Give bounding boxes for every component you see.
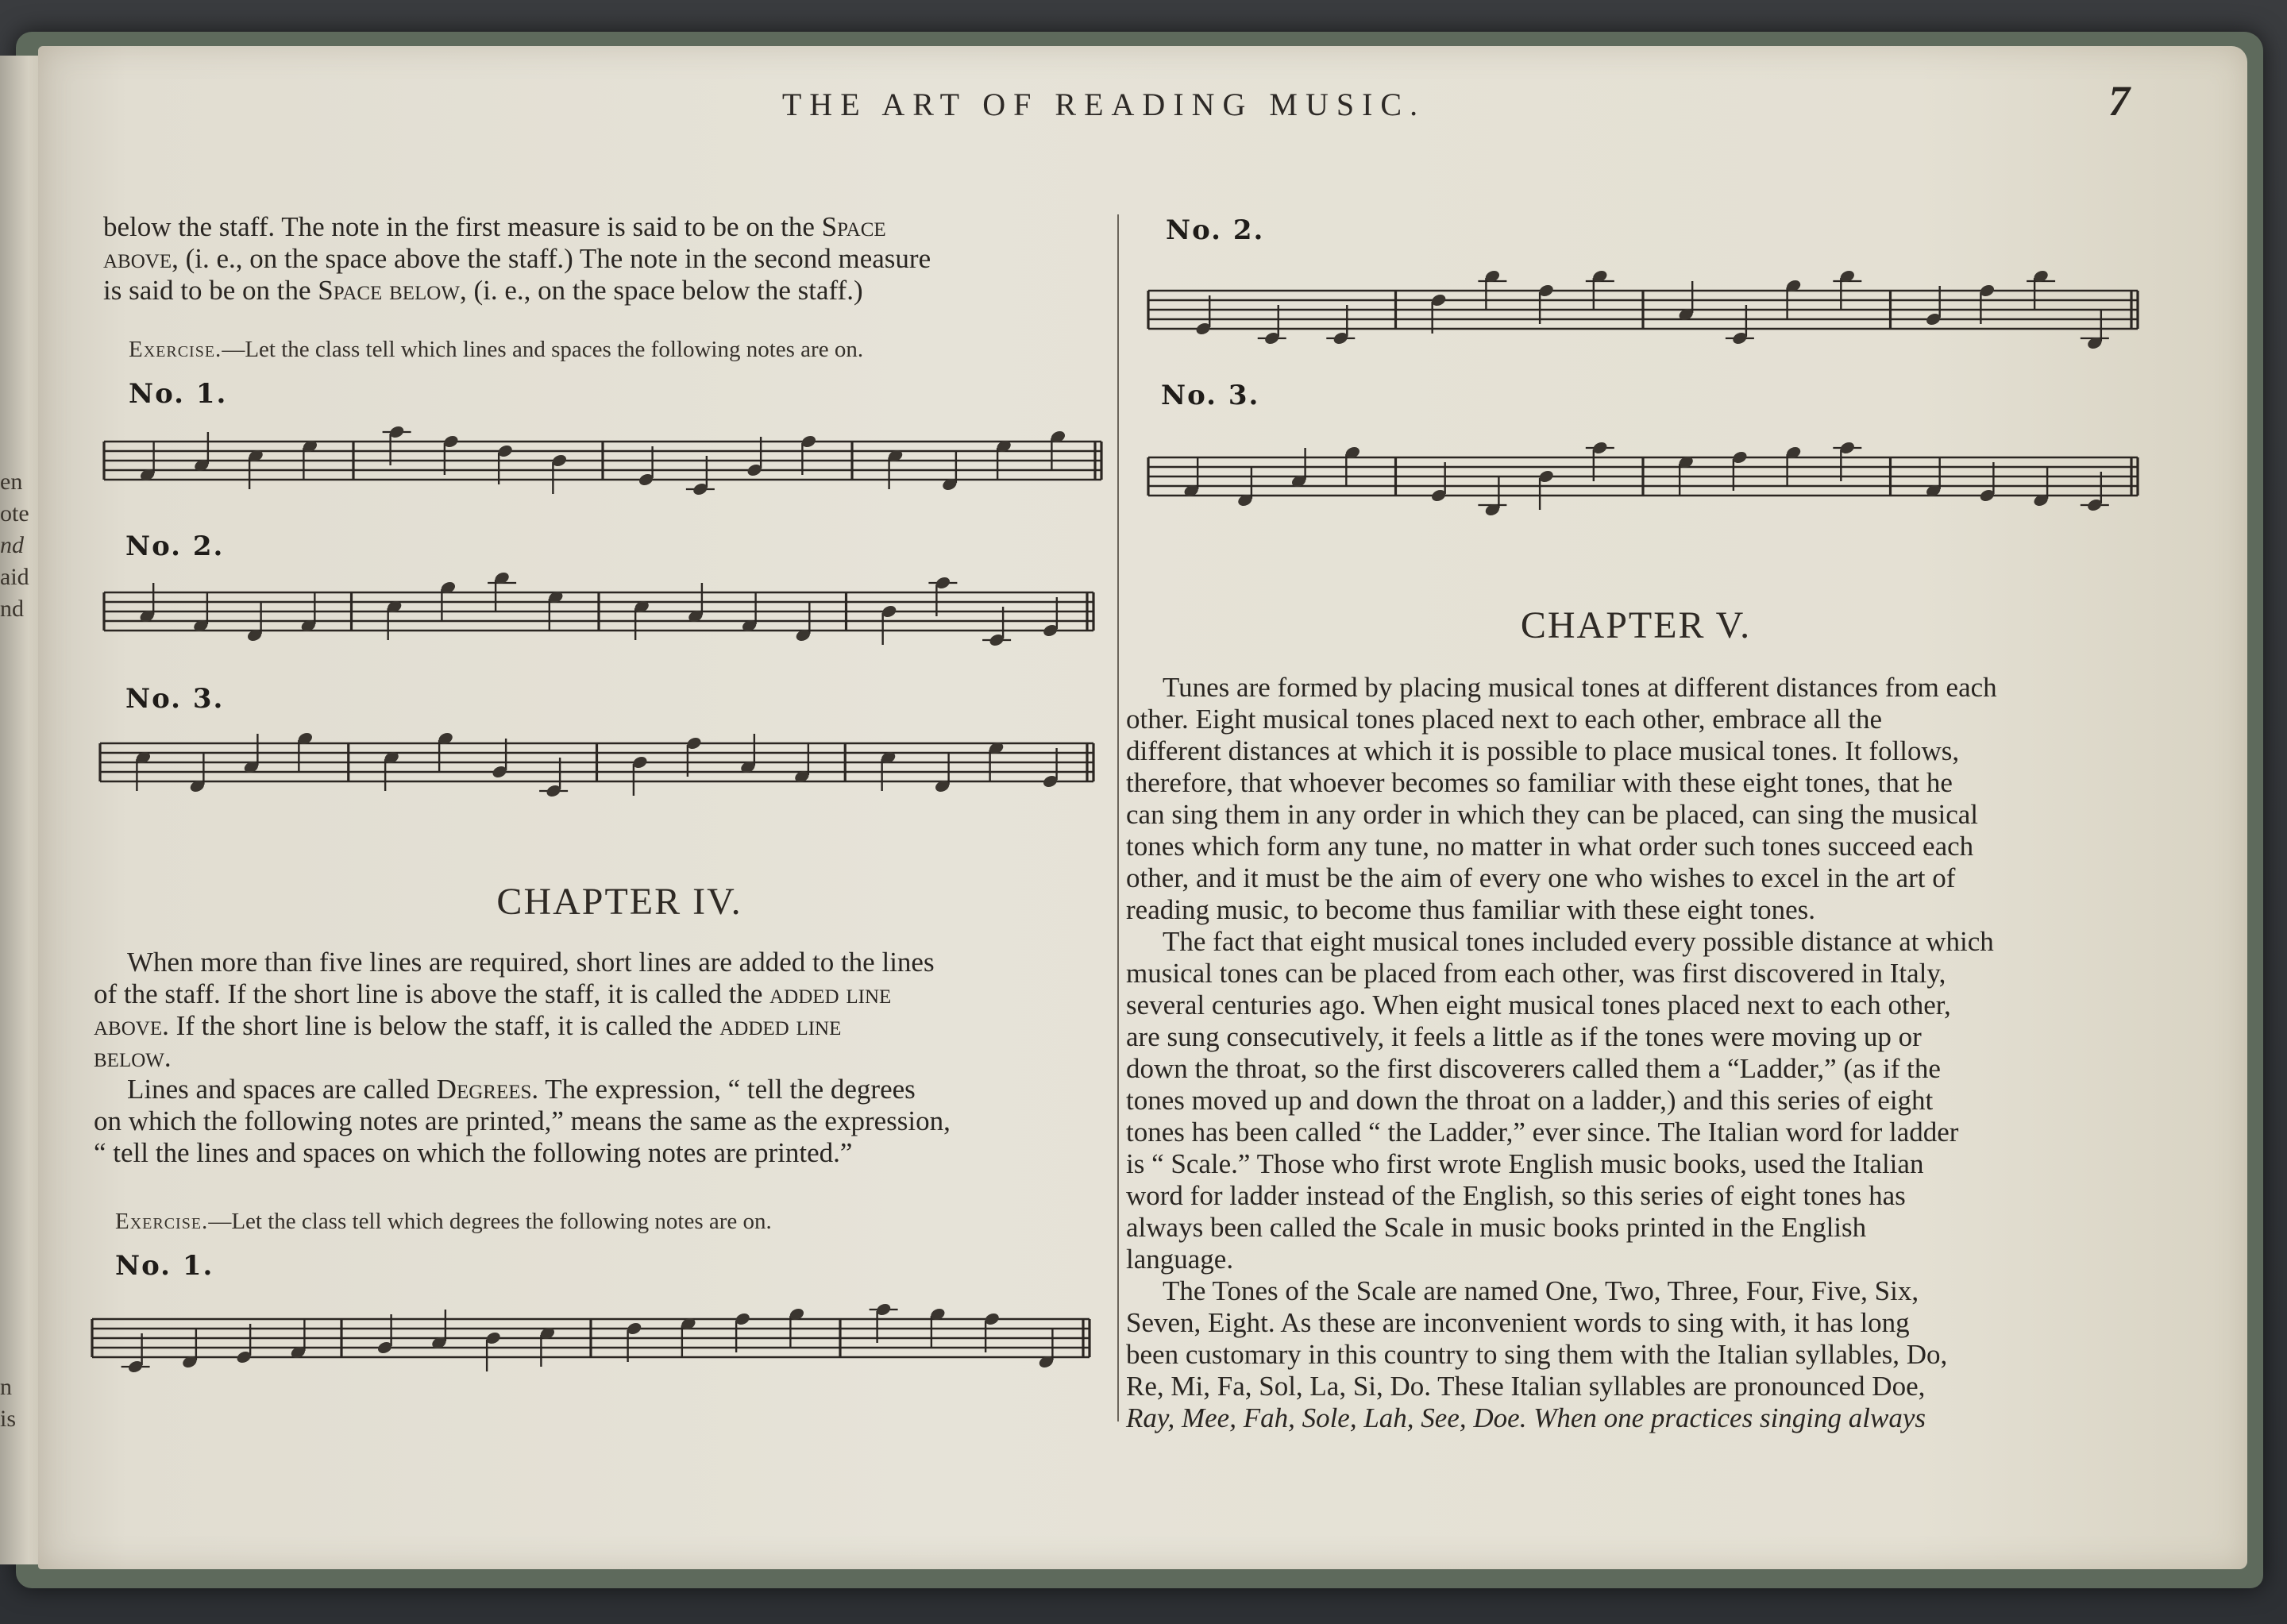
text-line: on which the following notes are printed,” means the same as the expression,	[94, 1105, 951, 1136]
text-line: When more than five lines are required, short lines are added to the lines	[127, 947, 935, 978]
prev-page-fragment: ote	[0, 500, 29, 527]
text-line: Seven, Eight. As these are inconvenient words to sing with, it has long	[1126, 1307, 1910, 1338]
prev-page-fragment: aid	[0, 564, 29, 590]
music-staff	[87, 1279, 1096, 1398]
music-staff	[99, 556, 1100, 667]
text-line: been customary in this country to sing them with the Italian syllables, Do,	[1126, 1339, 1948, 1370]
music-staff	[99, 405, 1108, 516]
text-line: can sing them in any order in which they can be placed, can sing the musical	[1126, 799, 1978, 830]
column-rule	[1117, 214, 1119, 1421]
exercise-instruction: Exercise.—Let the class tell which degrees the following notes are on.	[115, 1209, 772, 1234]
prev-page-fragment: is	[0, 1406, 17, 1432]
text-line: reading music, to become thus familiar with these eight tones.	[1126, 894, 1815, 925]
example-label: No. 3.	[125, 683, 225, 715]
music-staff	[1144, 230, 2144, 389]
text-line: therefore, that whoever becomes so familiar with these eight tones, that he	[1126, 767, 1953, 798]
text-line: Lines and spaces are called Degrees. The expression, “ tell the degrees	[127, 1074, 916, 1105]
text-line: above, (i. e., on the space above the staff.) The note in the second measure	[103, 243, 931, 274]
text-line: word for ladder instead of the English, so this series of eight tones has	[1126, 1180, 1906, 1211]
text-line: below.	[94, 1042, 172, 1073]
text-line: is said to be on the Space below, (i. e., on the space below the staff.)	[103, 275, 863, 306]
text-line: other. Eight musical tones placed next to each other, embrace all the	[1126, 704, 1882, 735]
text-line: other, and it must be the aim of every one who wishes to excel in the art of	[1126, 862, 1956, 893]
prev-page-fragment: en	[0, 469, 23, 495]
text-line: Re, Mi, Fa, Sol, La, Si, Do. These Italian syllables are pronounced Doe,	[1126, 1371, 1926, 1402]
text-line: of the staff. If the short line is above the staff, it is called the added line	[94, 978, 892, 1009]
music-staff	[1144, 397, 2144, 556]
exercise-instruction: Exercise.—Let the class tell which lines and spaces the following notes are on.	[129, 337, 864, 362]
example-label: No. 2.	[1166, 214, 1265, 246]
example-label: No. 1.	[115, 1250, 214, 1282]
text-line: Ray, Mee, Fah, Sole, Lah, See, Doe. When one practices singing always	[1126, 1402, 1926, 1433]
text-line: “ tell the lines and spaces on which the following notes are printed.”	[94, 1137, 853, 1168]
text-line: above. If the short line is below the staff, it is called the added line	[94, 1010, 842, 1041]
prev-page-fragment: n	[0, 1374, 12, 1400]
text-line: different distances at which it is possible to place musical tones. It follows,	[1126, 735, 1960, 766]
text-line: several centuries ago. When eight musical tones placed next to each other,	[1126, 989, 1951, 1020]
text-line: tones has been called “ the Ladder,” ever since. The Italian word for ladder	[1126, 1117, 1959, 1148]
chapter-heading: CHAPTER IV.	[496, 881, 742, 923]
text-line: musical tones can be placed from each other, was first discovered in Italy,	[1126, 958, 1946, 989]
prev-page-fragment: nd	[0, 596, 24, 622]
chapter-paragraph	[1126, 672, 2136, 1434]
prev-page-fragment: nd	[0, 532, 24, 558]
text-line: tones moved up and down the throat on a ladder,) and this series of eight	[1126, 1085, 1934, 1116]
chapter-paragraph	[94, 947, 1096, 1169]
chapter-heading: CHAPTER V.	[1520, 604, 1752, 646]
example-label: No. 2.	[125, 530, 225, 562]
text-line: is “ Scale.” Those who first wrote English music books, used the Italian	[1126, 1148, 1924, 1179]
text-line: are sung consecutively, it feels a little as if the tones were moving up or	[1126, 1021, 1922, 1052]
text-line: down the throat, so the first discoverers called them a “Ladder,” (as if the	[1126, 1053, 1941, 1084]
text-line: always been called the Scale in music books printed in the English	[1126, 1212, 1867, 1243]
text-line: below the staff. The note in the first measure is said to be on the Space	[103, 211, 886, 242]
running-head: THE ART OF READING MUSIC.	[781, 87, 1426, 122]
intro-paragraph	[103, 211, 1105, 307]
page-number: 7	[2108, 77, 2130, 125]
example-label: No. 3.	[1161, 380, 1260, 411]
text-line: tones which form any tune, no matter in what order such tones succeed each	[1126, 831, 1974, 862]
text-line: language.	[1126, 1244, 1234, 1275]
example-label: No. 1.	[129, 378, 228, 410]
music-staff	[95, 707, 1100, 818]
text-line: The Tones of the Scale are named One, Two, Three, Four, Five, Six,	[1163, 1275, 1919, 1306]
text-line: Tunes are formed by placing musical tones at different distances from each	[1163, 672, 1997, 703]
text-line: The fact that eight musical tones included every possible distance at which	[1163, 926, 1994, 957]
